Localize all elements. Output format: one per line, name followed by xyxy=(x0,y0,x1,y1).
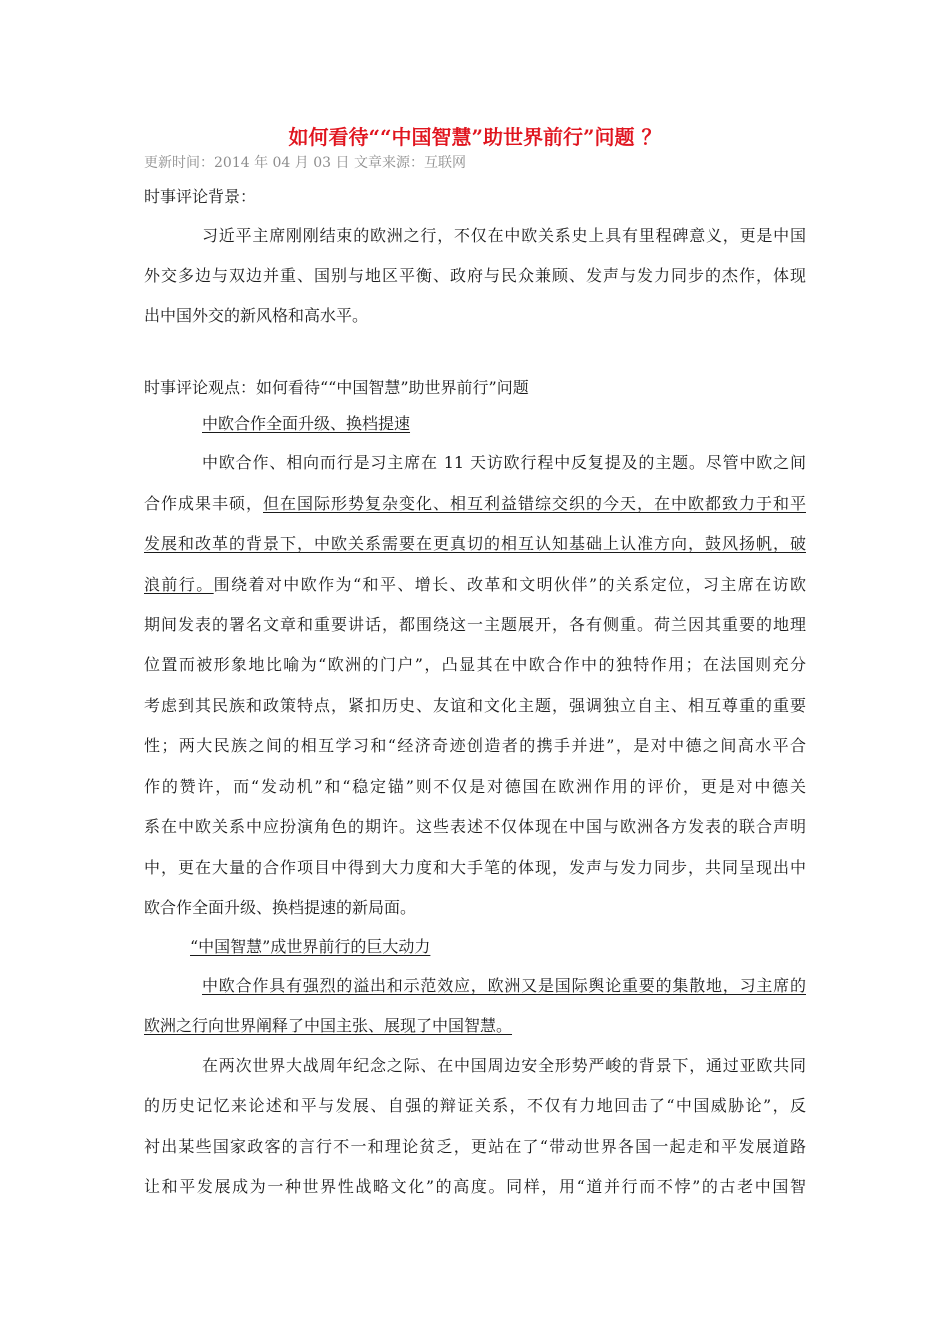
para3-line-1: 在两次世界大战周年纪念之际、在中国周边安全形势严峻的背景下，通过亚欧共同 xyxy=(202,1056,806,1075)
sub1-line-3: 发展和改革的背景下，中欧关系需要在更真切的相互认知基础上认准方向，鼓风扬帆，破 xyxy=(144,534,806,553)
subheading-wisdom-text: “中国智慧”成世界前行的巨大动力 xyxy=(190,937,431,956)
sub2-line-2-text: 欧洲之行向世界阐释了中国主张、展现了中国智慧。 xyxy=(144,1016,513,1035)
sub1-line-12: 欧合作全面升级、换档提速的新局面。 xyxy=(144,898,417,917)
sub1-line-4-plain: 围绕着对中欧作为“和平、增长、改革和文明伙伴”的关系定位，习主席在访欧 xyxy=(213,575,806,594)
article-title: 如何看待““中国智慧”助世界前行”问题 ？ xyxy=(288,125,662,149)
sub2-line-1: 中欧合作具有强烈的溢出和示范效应，欧洲又是国际舆论重要的集散地，习主席的 xyxy=(202,976,806,995)
sub1-line-6: 位置而被形象地比喻为“欧洲的门户”，凸显其在中欧合作中的独特作用；在法国则充分 xyxy=(144,655,806,674)
viewpoint-heading: 时事评论观点：如何看待““中国智慧”助世界前行”问题 xyxy=(144,378,529,397)
subheading-cooperation xyxy=(202,412,410,436)
sub1-line-11: 中，更在大量的合作项目中得到大力度和大手笔的体现，发声与发力同步，共同呈现出中 xyxy=(144,858,806,877)
sub1-line-2 xyxy=(144,492,806,516)
sub1-line-10: 系在中欧关系中应扮演角色的期许。这些表述不仅体现在中国与欧洲各方发表的联合声明 xyxy=(144,817,806,836)
background-heading: 时事评论背景： xyxy=(144,187,257,206)
subheading-cooperation-text: 中欧合作全面升级、换档提速 xyxy=(202,414,411,433)
sub2-line-2 xyxy=(144,1014,512,1038)
para3-line-4: 让和平发展成为一种世界性战略文化”的高度。同样，用“道并行而不悖”的古老中国智 xyxy=(144,1177,806,1196)
sub1-line-4-underlined: 浪前行。 xyxy=(144,575,214,594)
sub1-line-1: 中欧合作、相向而行是习主席在 11 天访欧行程中反复提及的主题。尽管中欧之间 xyxy=(202,453,806,472)
background-line-3: 出中国外交的新风格和高水平。 xyxy=(144,306,369,325)
background-line-1: 习近平主席刚刚结束的欧洲之行，不仅在中欧关系史上具有里程碑意义，更是中国 xyxy=(202,226,806,245)
para3-line-3: 衬出某些国家政客的言行不一和理论贫乏，更站在了“带动世界各国一起走和平发展道路 xyxy=(144,1137,806,1156)
sub1-line-7: 考虑到其民族和政策特点，紧扣历史、友谊和文化主题，强调独立自主、相互尊重的重要 xyxy=(144,696,806,715)
sub1-line-9: 作的赞许，而“发动机”和“稳定锚”则不仅是对德国在欧洲作用的评价，更是对中德关 xyxy=(144,777,806,796)
sub1-line-5: 期间发表的署名文章和重要讲话，都围绕这一主题展开，各有侧重。荷兰因其重要的地理 xyxy=(144,615,806,634)
sub1-line-2-underlined: 但在国际形势复杂变化、相互利益错综交织的今天，在中欧都致力于和平 xyxy=(263,494,806,513)
article-meta: 更新时间：2014 年 04 月 03 日 文章来源：互联网 xyxy=(144,155,466,171)
background-line-2: 外交多边与双边并重、国别与地区平衡、政府与民众兼顾、发声与发力同步的杰作，体现 xyxy=(144,266,806,285)
subheading-wisdom xyxy=(190,935,430,959)
sub1-line-2-plain: 合作成果丰硕， xyxy=(144,494,263,513)
sub1-line-8: 性；两大民族之间的相互学习和“经济奇迹创造者的携手并进”，是对中德之间高水平合 xyxy=(144,736,806,755)
sub1-line-4 xyxy=(144,573,806,597)
para3-line-2: 的历史记忆来论述和平与发展、自强的辩证关系，不仅有力地回击了“中国威胁论”，反 xyxy=(144,1096,806,1115)
